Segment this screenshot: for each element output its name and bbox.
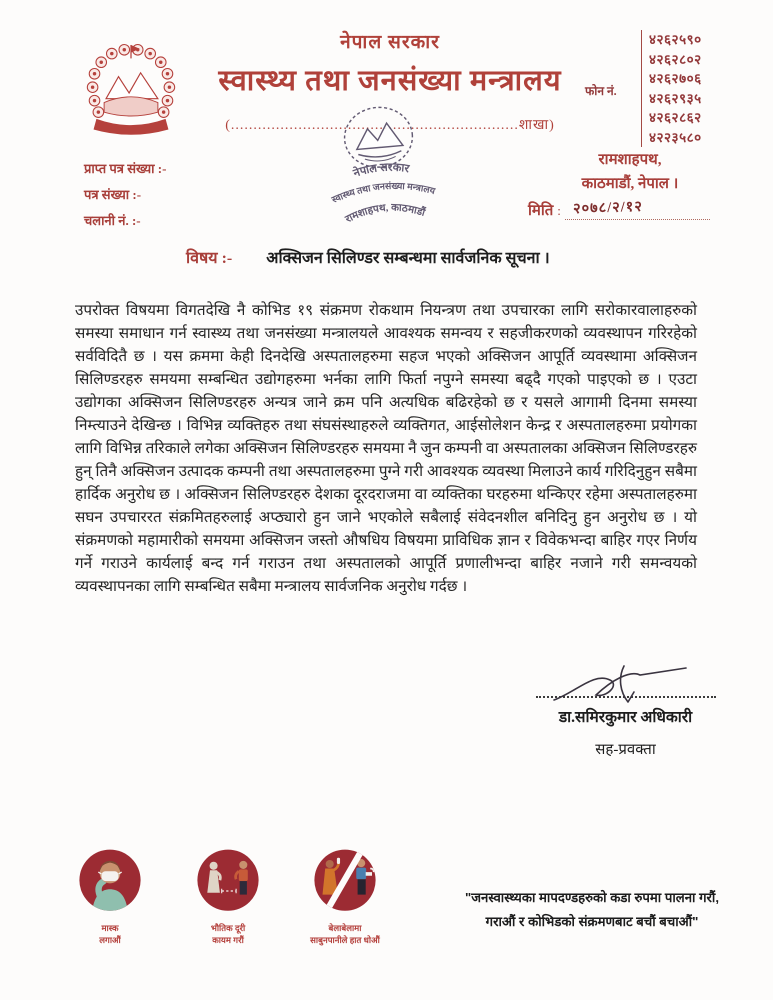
- phone-number: ४२६२८६२: [649, 110, 702, 125]
- quote-line: गराऔं र कोभिडको संक्रमणबाट बचौं बचाऔं": [485, 914, 699, 929]
- subject-row: [186, 246, 706, 268]
- letter-number-label: पत्र संख्या :-: [84, 187, 142, 202]
- letter-body: उपरोक्त विषयमा विगतदेखि नै कोभिड १९ संक्रमण रोकथाम नियन्त्रण तथा उपचारका लागि सरोकारवालाहरुको समस्या समाधान गर्न स्वास्थ्य तथा जनसंख्या मन्त्रालयले आवश्यक समन्वय र सहजीकरणको व्यवस्थापन गरिरहेको सर्वविदितै छ । यस क्रममा केही दिनदेखि अस्पतालहरुमा सहज भएको अक्सिजन आपूर्ति व्यवस्थामा अक्सिजन सिलिण्डरहरु समयमा सम्बन्धित उद्योगहरुमा भर्नका लागि फिर्ता नपुग्ने समस्या बढ्दै गएको पाइएको छ । एउटा उद्योगका अक्सिजन सिलिण्डरहरु अन्यत्र जाने क्रम पनि अत्यधिक बढिरहेको छ र यसले आगामी दिनमा समस्या निम्त्याउने देखिन्छ । विभिन्न व्यक्तिहरु तथा संघसंस्थाहरुले व्यक्तिगत, आईसोलेशन केन्द्र र अस्पतालहरुमा प्रयोगका लागि विभिन्न तरिकाले लगेका अक्सिजन सिलिण्डरहरु समयमा नै जुन कम्पनी वा अस्पतालका अक्सिजन सिलिण्डरहरु हुन् तिनै अक्सिजन उत्पादक कम्पनी तथा अस्पतालहरुमा पुग्ने गरी आवश्यक व्यवस्था मिलाउने कार्य गरिदिनुहुन सबैमा हार्दिक अनुरोध छ । अक्सिजन सिलिण्डरहरु देशका दूरदराजमा वा व्यक्तिका घरहरुमा थन्किएर रहेमा अस्पतालहरुमा सघन उपचाररत संक्रमितहरुलाई अप्ठ्यारो हुन जाने भएकोले सबैलाई संवेदनशील बनिदिनु हुन अनुरोध छ । यो संक्रमणको महामारीको समयमा अक्सिजन जस्तो औषधिय विषयमा प्राविधिक ज्ञान र विवेकभन्दा बाहिर गएर निर्णय गर्ने गराउने कार्यलाई बन्द गर्न गराउन तथा अस्पतालको आपूर्ति प्रणालीभन्दा बाहिर नजाने गरी समन्वयको व्यवस्थापनका लागि सम्बन्धित सबैमा मन्त्रालय सार्वजनिक अनुरोध गर्दछ ।: [75, 302, 697, 595]
- address-line: काठमाडौं, नेपाल ।: [581, 176, 679, 192]
- address-line: रामशाहपथ,: [598, 152, 662, 168]
- date-value: २०७८/२/१२: [572, 198, 644, 218]
- phone-label: फोन नं.: [585, 84, 617, 98]
- phone-number: ४२६२५९०: [649, 32, 702, 47]
- phone-number-list: [641, 30, 702, 147]
- signature-scribble-icon: [518, 662, 733, 704]
- government-title: नेपाल सरकार: [340, 32, 440, 53]
- icon-caption: मास्क लगाऔं: [99, 923, 121, 945]
- branch-line: (................................................................शाखा): [225, 118, 555, 133]
- phone-number: ४२२३५८०: [649, 129, 702, 145]
- ministry-stamp-icon: [287, 89, 475, 244]
- footer-icon-handwash: [289, 846, 401, 946]
- phone-number: ४२६२८०२: [649, 51, 702, 67]
- ministry-address: [535, 148, 725, 196]
- signature-block: [518, 662, 733, 759]
- handwash-icon: [309, 846, 381, 918]
- stamp-text-ministry: स्वास्थ्य तथा जनसंख्या मन्त्रालय: [330, 181, 436, 206]
- public-health-quote: [418, 886, 766, 934]
- nepal-government-emblem-icon: [83, 42, 179, 142]
- ministry-title: स्वास्थ्य तथा जनसंख्या मन्त्रालय: [218, 65, 562, 97]
- icon-caption: बेलाबेलामा साबुनपानीले हात धोऔं: [310, 923, 380, 945]
- svg-text:स्वास्थ्य तथा जनसंख्या मन्त्रा: [329, 177, 438, 207]
- svg-text:नेपाल सरकार: [350, 159, 412, 180]
- mask-icon: [74, 846, 146, 918]
- subject-label: विषय :-: [186, 250, 233, 267]
- icon-caption: भौतिक दूरी कायम गरौं: [210, 923, 246, 945]
- signatory-name: डा.समिरकुमार अधिकारी: [558, 709, 693, 726]
- footer-icon-mask: [54, 846, 166, 946]
- subject-text: अक्सिजन सिलिण्डर सम्बन्धमा सार्वजनिक सूचना ।: [266, 250, 550, 267]
- date-row: [528, 198, 738, 220]
- physical-distance-icon: [192, 846, 264, 918]
- date-dotted-line: [565, 198, 710, 220]
- signatory-title: सह-प्रवक्ता: [595, 742, 656, 758]
- dispatch-number-label: चलानी नं. :-: [84, 213, 141, 228]
- reference-numbers: [84, 156, 166, 234]
- phone-number: ४२६२९३५: [649, 90, 702, 106]
- stamp-text-address: रामशाहपथ, काठमाडौं: [343, 202, 427, 226]
- received-letter-number-label: प्राप्त पत्र संख्या :-: [84, 161, 167, 176]
- footer-icon-distance: [172, 846, 284, 946]
- date-colon: :: [557, 203, 561, 218]
- svg-text:रामशाहपथ, काठमाडौं: [342, 199, 429, 226]
- stamp-text-government: नेपाल सरकार: [351, 161, 411, 180]
- quote-line: "जनस्वास्थ्यका मापदण्डहरुको कडा रुपमा पालना गरौं,: [464, 890, 719, 905]
- phone-number: ४२६२७०६: [649, 71, 702, 86]
- date-label: मिति: [528, 203, 554, 219]
